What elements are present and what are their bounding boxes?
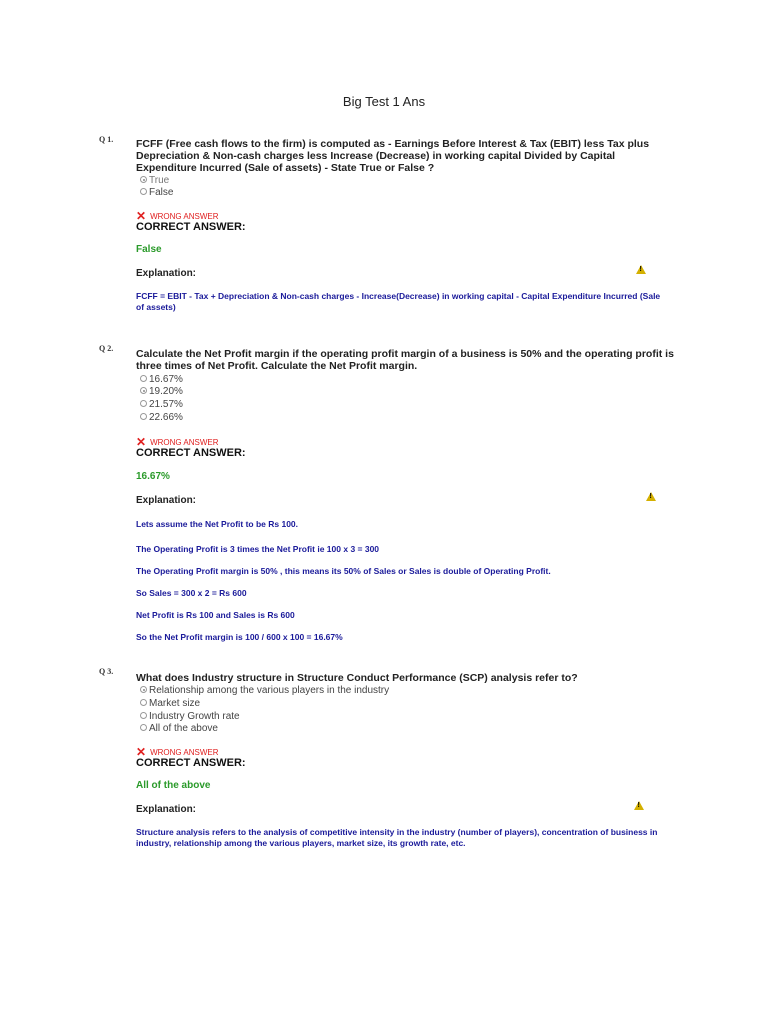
warning-icon — [646, 492, 656, 501]
question-number: Q 2. — [99, 344, 114, 353]
radio-icon — [140, 712, 147, 719]
explanation-heading: Explanation: — [136, 268, 197, 279]
option-radio[interactable]: Market size — [140, 698, 200, 710]
option-radio[interactable]: All of the above — [140, 723, 218, 735]
radio-selected-icon — [140, 176, 147, 183]
correct-answer-value: 16.67% — [136, 471, 170, 482]
explanation-line: The Operating Profit is 3 times the Net Profit ie 100 x 3 = 300 — [136, 544, 380, 554]
correct-answer-value: All of the above — [136, 780, 211, 791]
question-text: FCFF (Free cash flows to the firm) is computed as - Earnings Before Interest & Tax (EBIT) less Tax plus Depreciation & Non-cash charges less Increase (Decrease) in working capital Divided by Capital Expenditure Incurred (Sale of assets) - State True or False ? — [136, 138, 650, 174]
option-radio[interactable]: 22.66% — [140, 412, 183, 424]
radio-icon — [140, 188, 147, 195]
explanation-line: So Sales = 300 x 2 = Rs 600 — [136, 588, 247, 598]
question-number: Q 3. — [99, 667, 114, 676]
correct-answer-value: False — [136, 244, 162, 255]
option-radio[interactable]: True — [140, 175, 169, 187]
wrong-answer-badge: ✕ WRONG ANSWER — [136, 435, 219, 449]
correct-answer-heading: CORRECT ANSWER: — [136, 221, 246, 233]
radio-icon — [140, 375, 147, 382]
explanation-line: Net Profit is Rs 100 and Sales is Rs 600 — [136, 610, 295, 620]
page-title: Big Test 1 Ans — [342, 94, 426, 109]
option-radio[interactable]: 16.67% — [140, 374, 183, 386]
explanation-heading: Explanation: — [136, 804, 197, 815]
correct-answer-heading: CORRECT ANSWER: — [136, 447, 246, 459]
option-radio[interactable]: Relationship among the various players in the industry — [140, 685, 389, 697]
radio-icon — [140, 699, 147, 706]
explanation-line: Lets assume the Net Profit to be Rs 100. — [136, 519, 299, 529]
cross-icon: ✕ — [136, 435, 147, 449]
explanation-text: Structure analysis refers to the analysis of competitive intensity in the industry (number of players), concentration of business in industry, relationship among the various players, market size, its growth rate, etc. — [136, 827, 658, 848]
question-text: Calculate the Net Profit margin if the operating profit margin of a business is 50% and the operating profit is three times of Net Profit. Calculate the Net Profit margin. — [136, 348, 674, 372]
option-radio[interactable]: 21.57% — [140, 399, 183, 411]
explanation-line: The Operating Profit margin is 50% , this means its 50% of Sales or Sales is double of Operating Profit. — [136, 566, 551, 576]
option-radio[interactable]: 19.20% — [140, 386, 183, 398]
question-number: Q 1. — [99, 135, 114, 144]
radio-icon — [140, 413, 147, 420]
radio-icon — [140, 400, 147, 407]
wrong-answer-badge: ✕ WRONG ANSWER — [136, 209, 219, 223]
explanation-text: FCFF = EBIT - Tax + Depreciation & Non-cash charges - Increase(Decrease) in working capital - Capital Expenditure Incurred (Sale of assets) — [136, 291, 661, 312]
warning-icon — [634, 801, 644, 810]
option-radio[interactable]: Industry Growth rate — [140, 711, 240, 723]
cross-icon: ✕ — [136, 745, 147, 759]
explanation-line: So the Net Profit margin is 100 / 600 x 100 = 16.67% — [136, 632, 343, 642]
radio-selected-icon — [140, 686, 147, 693]
radio-selected-icon — [140, 387, 147, 394]
question-text: What does Industry structure in Structure Conduct Performance (SCP) analysis refer to? — [136, 672, 578, 684]
wrong-answer-badge: ✕ WRONG ANSWER — [136, 745, 219, 759]
option-radio[interactable]: False — [140, 187, 173, 199]
explanation-heading: Explanation: — [136, 495, 197, 506]
cross-icon: ✕ — [136, 209, 147, 223]
warning-icon — [636, 265, 646, 274]
correct-answer-heading: CORRECT ANSWER: — [136, 757, 246, 769]
radio-icon — [140, 724, 147, 731]
